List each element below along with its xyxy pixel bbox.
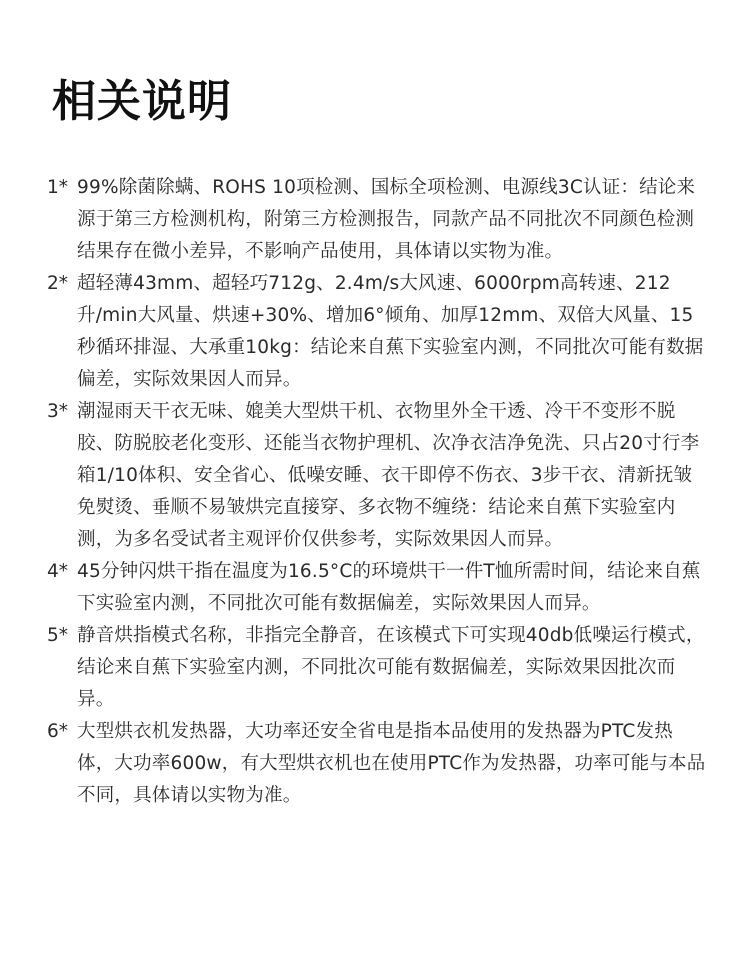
note-number: 1* [46, 177, 68, 198]
note-text: 静音烘指模式名称，非指完全静音，在该模式下可实现40db低噪运行模式，结论来自蕉下实验室内测，不同批次可能有数据偏差，实际效果因批次而异。 [77, 625, 705, 710]
note-number: 4* [46, 561, 68, 582]
note-number: 6* [46, 721, 68, 742]
page-title: 相关说明 [52, 76, 232, 127]
note-text: 45分钟闪烘干指在温度为16.5°C的环境烘干一件T恤所需时间，结论来自蕉下实验室内测，不同批次可能有数据偏差，实际效果因人而异。 [77, 561, 701, 614]
note-number: 3* [46, 401, 68, 422]
note-text: 潮湿雨天干衣无味、媲美大型烘干机、衣物里外全干透、冷干不变形不脱胶、防脱胶老化变形、还能当衣物护理机、次净衣洁净免洗、只占20寸行李箱1/10体积、安全省心、低噪安睡、衣干即停不伤衣、3步干衣、清新抚皱免熨烫、垂顺不易皱烘完直接穿、多衣物不缠绕：结论来自蕉下实验室内测，为多名受试者主观评价仅供参考，实际效果因人而异。 [77, 401, 700, 550]
note-item [0, 172, 750, 268]
note-item [0, 620, 750, 716]
note-item [0, 396, 750, 556]
note-number: 2* [46, 273, 68, 294]
note-item [0, 556, 750, 620]
note-text: 大型烘衣机发热器，大功率还安全省电是指本品使用的发热器为PTC发热体，大功率600w，有大型烘衣机也在使用PTC作为发热器，功率可能与本品不同，具体请以实物为准。 [77, 721, 706, 806]
note-item [0, 716, 750, 812]
note-number: 5* [46, 625, 68, 646]
note-text: 超轻薄43mm、超轻巧712g、2.4m/s大风速、6000rpm高转速、212升/min大风量、烘速+30%、增加6°倾角、加厚12mm、双倍大风量、15秒循环排湿、大承重10kg：结论来自蕉下实验室内测，不同批次可能有数据偏差，实际效果因人而异。 [77, 273, 704, 390]
note-item [0, 268, 750, 396]
notes-list [0, 172, 750, 812]
note-text: 99%除菌除螨、ROHS 10项检测、国标全项检测、电源线3C认证：结论来源于第三方检测机构，附第三方检测报告，同款产品不同批次不同颜色检测结果存在微小差异，不影响产品使用，具体请以实物为准。 [77, 177, 696, 262]
